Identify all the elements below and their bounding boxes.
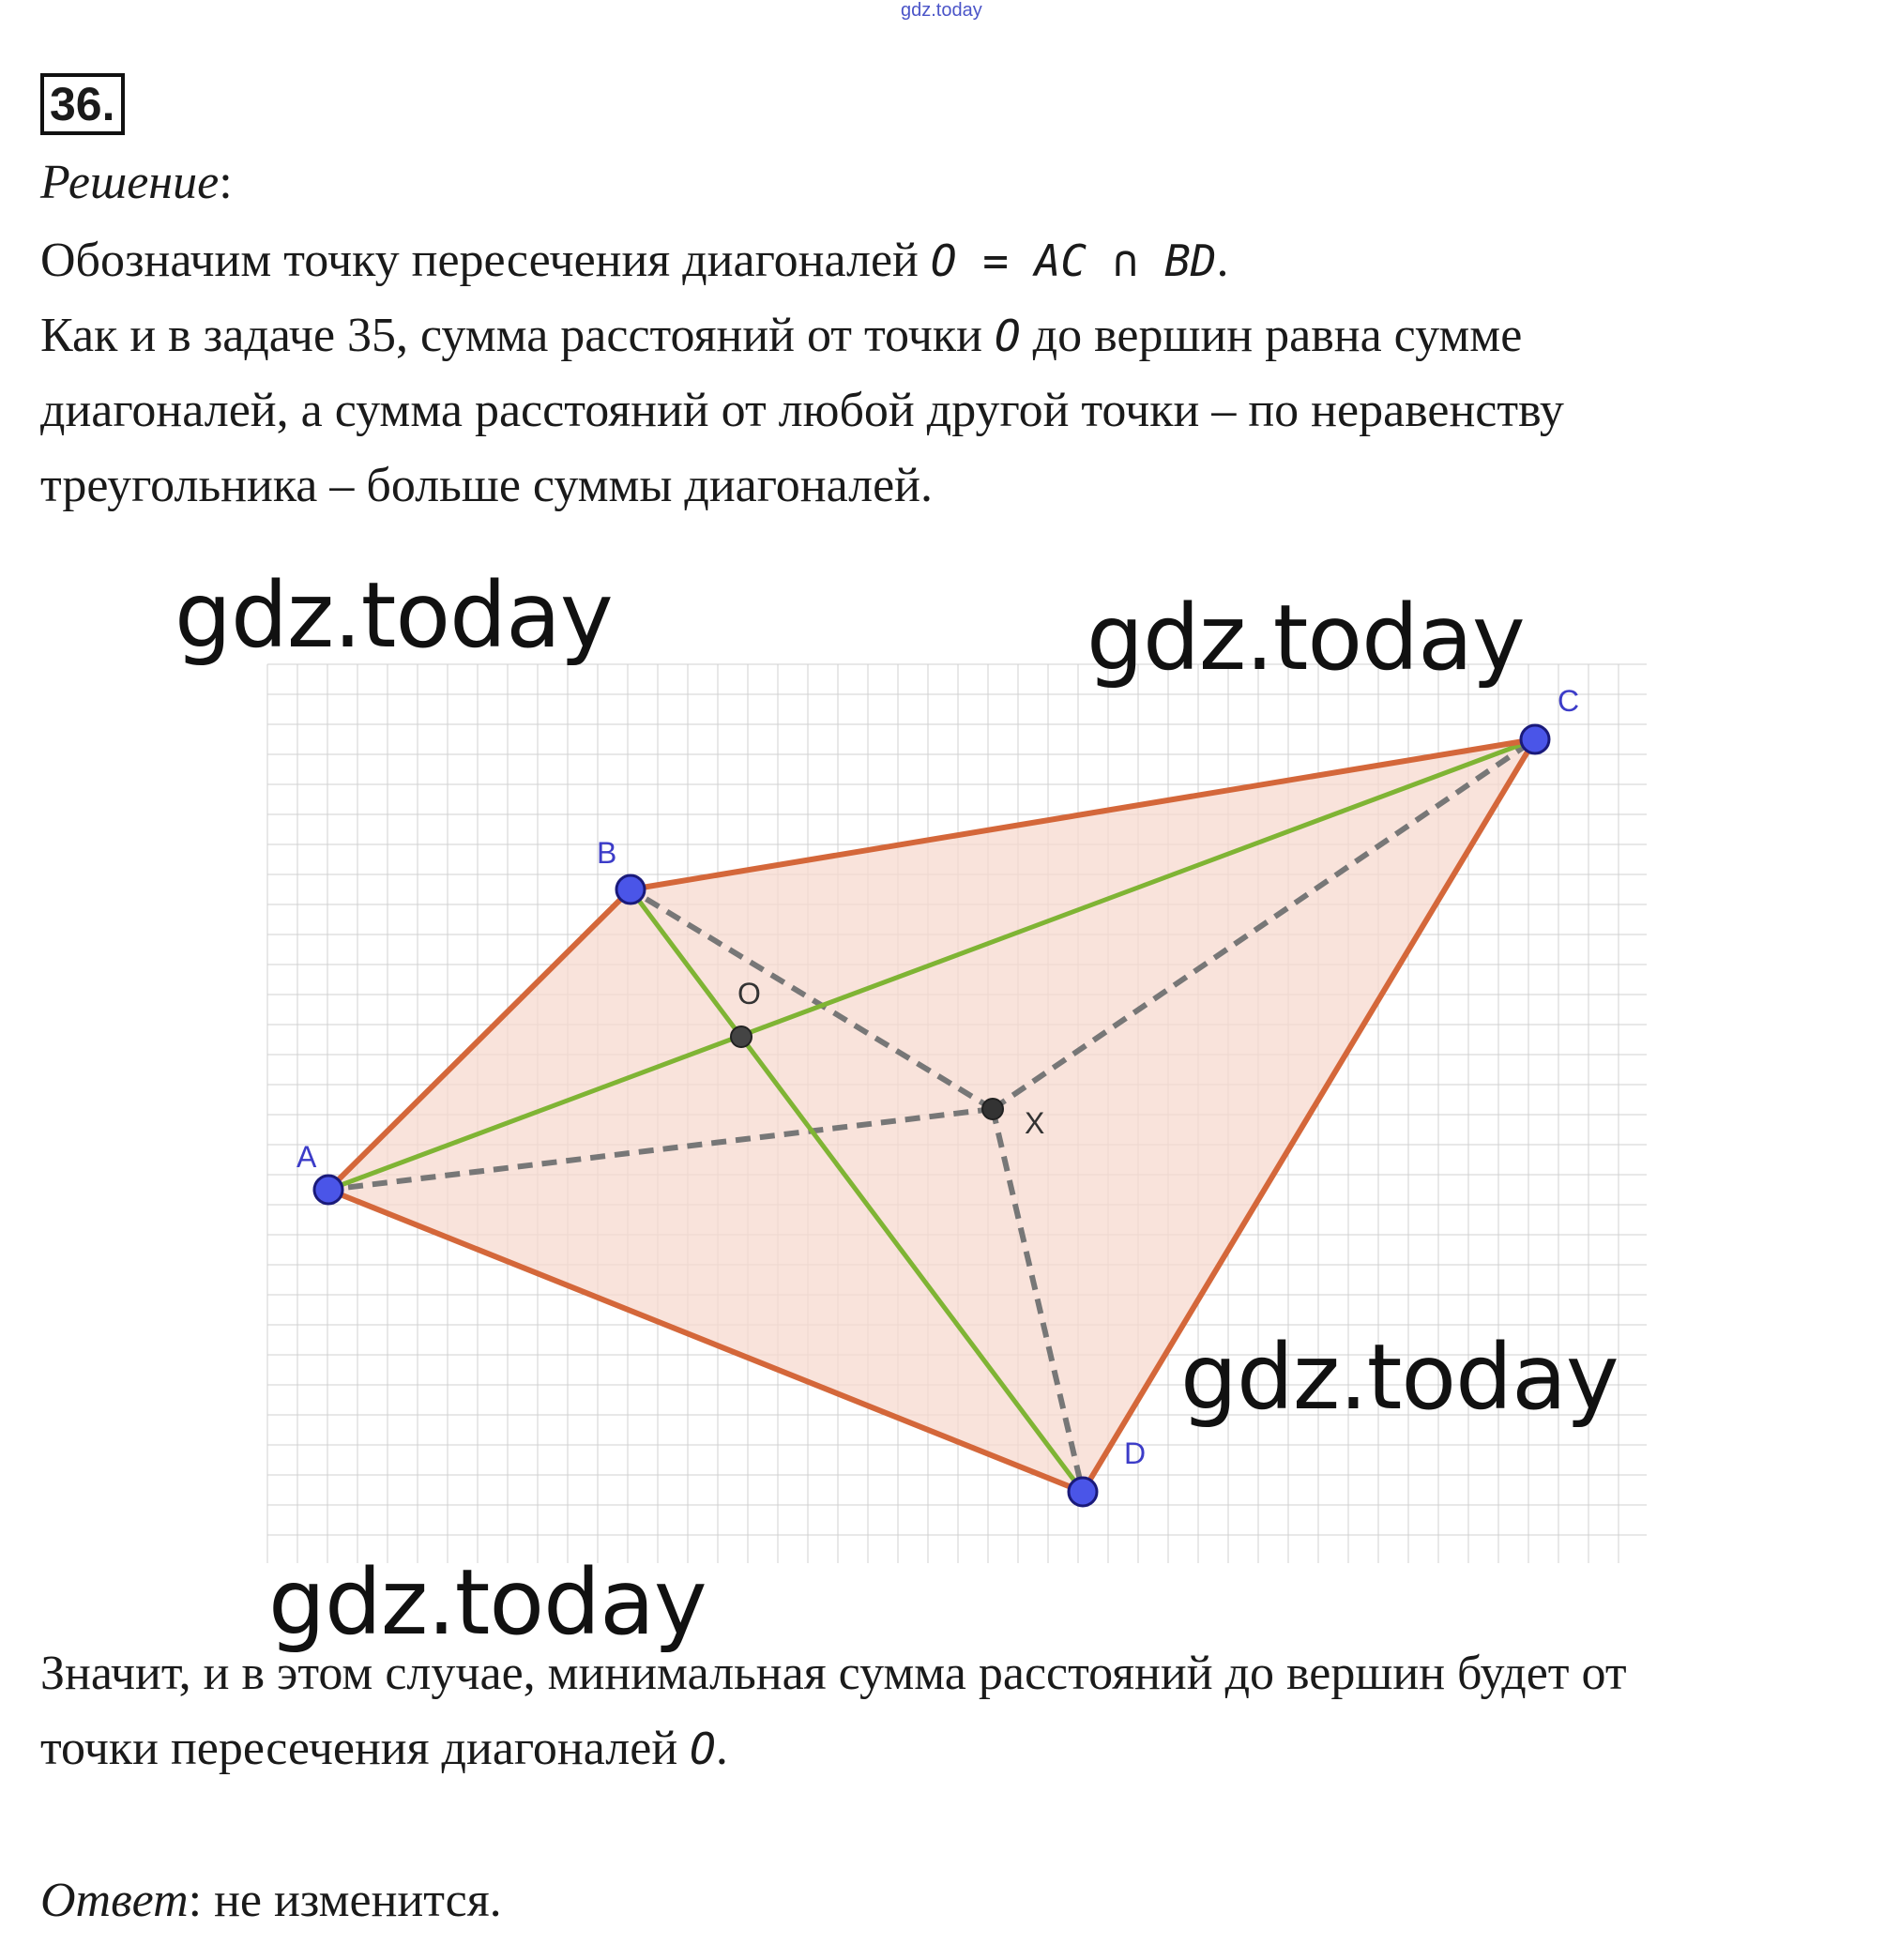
solution-heading-colon: :	[219, 156, 233, 209]
vertex-d	[1069, 1478, 1097, 1506]
line2-a: Как и в задаче 35, сумма расстояний от точки	[40, 309, 982, 362]
header-watermark: gdz.today	[901, 0, 982, 21]
label-a: A	[296, 1140, 317, 1174]
conclusion2-text: точки пересечения диагоналей	[40, 1722, 678, 1775]
line2-b: до вершин равна сумме	[1032, 309, 1523, 362]
solution-heading-label: Решение	[40, 156, 220, 209]
watermark-3: gdz.today	[1180, 1325, 1619, 1430]
line1-math: O = AC ∩ BD	[930, 236, 1217, 286]
watermark-1: gdz.today	[175, 563, 613, 668]
vertex-b	[616, 875, 645, 904]
answer-label: Ответ	[40, 1874, 189, 1927]
solution-line-4: треугольника – больше суммы диагоналей.	[40, 459, 934, 512]
conclusion2-end: .	[715, 1722, 728, 1775]
label-o: O	[737, 977, 761, 1010]
problem-number: 36.	[40, 73, 125, 135]
vertex-c	[1521, 725, 1549, 753]
watermark-4: gdz.today	[268, 1550, 707, 1655]
answer-line	[40, 1873, 502, 1929]
vertex-a	[314, 1176, 342, 1204]
label-c: C	[1558, 684, 1580, 718]
conclusion2-math: O	[690, 1724, 716, 1774]
label-b: B	[597, 836, 617, 870]
watermark-2: gdz.today	[1087, 585, 1525, 691]
conclusion-line-1: Значит, и в этом случае, минимальная сумма расстояний до вершин будет от	[40, 1647, 1627, 1700]
solution-line-3: диагоналей, а сумма расстояний от любой другой точки – по неравенству	[40, 384, 1564, 437]
conclusion-line-2	[40, 1721, 728, 1777]
point-o	[731, 1026, 752, 1047]
line2-math: O	[994, 311, 1021, 361]
label-d: D	[1124, 1436, 1147, 1470]
answer-text: : не изменится.	[188, 1874, 502, 1927]
line1-text: Обозначим точку пересечения диагоналей	[40, 234, 919, 287]
label-x: X	[1025, 1106, 1045, 1140]
line1-end: .	[1216, 234, 1229, 287]
point-x	[982, 1099, 1003, 1119]
